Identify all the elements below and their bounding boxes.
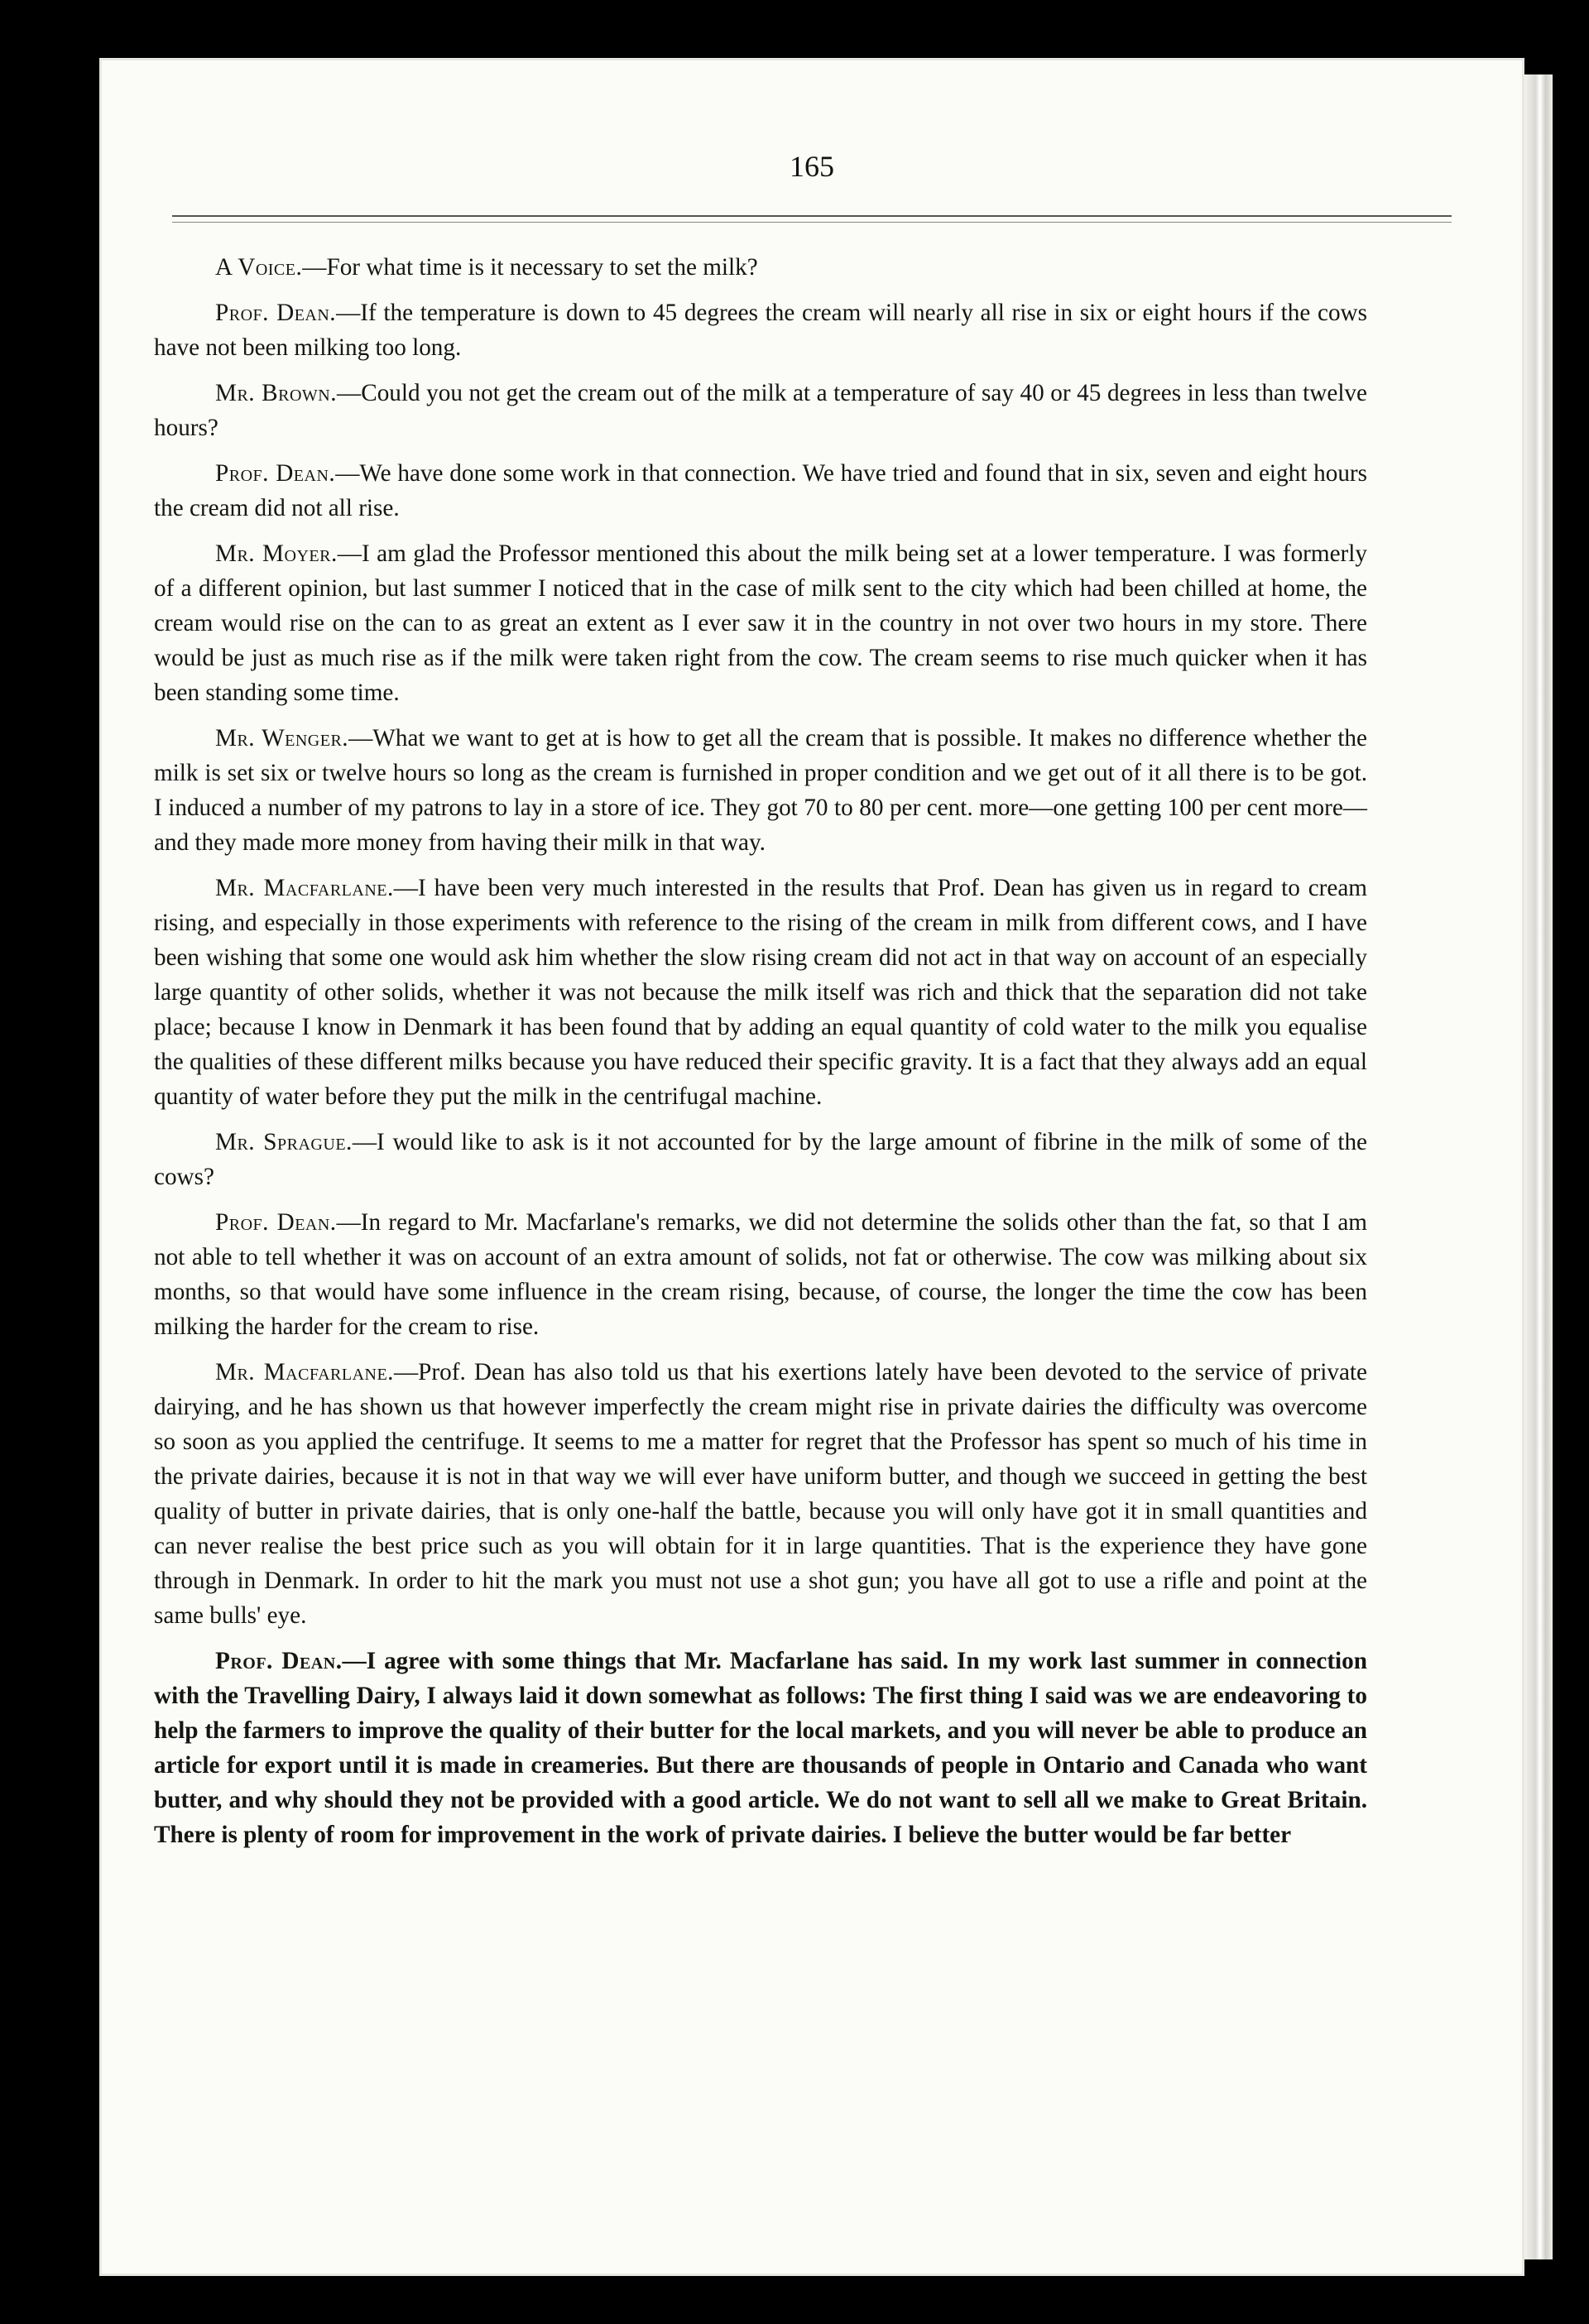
paragraph bbox=[154, 1644, 1367, 1852]
paragraph-text: —I am glad the Professor mentioned this about the milk being set at a lower temperature. I was formerly of a different opinion, but last summer I noticed that in the case of milk sent to the city which had been chilled at home, the cream would rise on the can to as great an extent as I ever saw it in the country in not over two hours in my store. There would be just as much rise as if the milk were taken right from the cow. The cream seems to rise much quicker when it has been standing some time. bbox=[154, 540, 1367, 706]
speaker-name: Prof. Dean. bbox=[215, 460, 336, 487]
page-number: 165 bbox=[790, 150, 834, 183]
paragraph bbox=[154, 295, 1367, 365]
paragraph-text: —If the temperature is down to 45 degrees the cream will nearly all rise in six or eight hours if the cows have not been milking too long. bbox=[154, 300, 1367, 361]
page-body bbox=[154, 250, 1367, 1863]
paragraph bbox=[154, 1355, 1367, 1633]
paragraph-text: —Prof. Dean has also told us that his exertions lately have been devoted to the service of private dairying, and he has shown us that however imperfectly the cream might rise in private dairies the difficulty was overcome so soon as you applied the centrifuge. It seems to me a matter for regret that the Professor has spent so much of his time in the private dairies, because it is not in that way we will ever have uniform butter, and though we succeed in getting the best quality of butter in private dairies, that is only one-half the battle, because you will only have got it in small quantities and can never realise the best price such as you will obtain for it in large quantities. That is the experience they have gone through in Denmark. In order to hit the mark you must not use a shot gun; you have all got to use a rifle and point at the same bulls' eye. bbox=[154, 1359, 1367, 1629]
speaker-name: Mr. Moyer. bbox=[215, 540, 338, 567]
speaker-name: Prof. Dean. bbox=[215, 300, 337, 326]
speaker-name: Mr. Brown. bbox=[215, 380, 338, 406]
paragraph bbox=[154, 536, 1367, 710]
paragraph-text: —I have been very much interested in the results that Prof. Dean has given us in regard to cream rising, and especially in those experiments with reference to the rising of the cream in milk from different cows, and I have been wishing that some one would ask him whether the slow rising cream did not act in that way on account of an especially large quantity of other solids, whether it was not because the milk itself was rich and thick that the separation did not take place; because I know in Denmark it has been found that by adding an equal quantity of cold water to the milk you equalise the qualities of these different milks because you have reduced their specific gravity. It is a fact that they always add an equal quantity of water before they put the milk in the centrifugal machine. bbox=[154, 875, 1367, 1110]
header-rule bbox=[172, 215, 1452, 223]
page-edge bbox=[1524, 74, 1553, 2259]
paragraph-text: —We have done some work in that connection. We have tried and found that in six, seven and eight hours the cream did not all rise. bbox=[154, 460, 1367, 521]
paragraph-text: —Could you not get the cream out of the milk at a temperature of say 40 or 45 degrees in less than twelve hours? bbox=[154, 380, 1367, 441]
speaker-name: Prof. Dean. bbox=[215, 1209, 337, 1236]
speaker-name: Mr. Sprague. bbox=[215, 1129, 353, 1155]
paragraph-text: —In regard to Mr. Macfarlane's remarks, we did not determine the solids other than the fat, so that I am not able to tell whether it was on account of an extra amount of solids, not fat or otherwise. The cow was milking about six months, so that would have some influence in the cream rising, because, of course, the longer the time the cow has been milking the harder for the cream to rise. bbox=[154, 1209, 1367, 1340]
paragraph bbox=[154, 1205, 1367, 1344]
speaker-name: Mr. Macfarlane. bbox=[215, 875, 394, 901]
paragraph bbox=[154, 871, 1367, 1114]
paragraph-text: —I would like to ask is it not accounted for by the large amount of fibrine in the milk of some of the cows? bbox=[154, 1129, 1367, 1190]
speaker-name: A Voice. bbox=[215, 254, 303, 281]
paragraph bbox=[154, 1125, 1367, 1194]
paragraph-text: —For what time is it necessary to set the milk? bbox=[302, 254, 758, 281]
speaker-name: Mr. Wenger. bbox=[215, 725, 349, 751]
paragraph bbox=[154, 721, 1367, 860]
paragraph bbox=[154, 250, 1367, 285]
paragraph-text: —What we want to get at is how to get all the cream that is possible. It makes no difference whether the milk is set six or twelve hours so long as the cream is furnished in proper condition and we get out of it all there is to be got. I induced a number of my patrons to lay in a store of ice. They got 70 to 80 per cent. more—one getting 100 per cent more—and they made more money from having their milk in that way. bbox=[154, 725, 1367, 856]
paragraph bbox=[154, 376, 1367, 445]
paragraph-text: —I agree with some things that Mr. Macfarlane has said. In my work last summer in connection with the Travelling Dairy, I always laid it down somewhat as follows: The first thing I said was we are endeavoring to help the farmers to improve the quality of their butter for the local markets, and you will never be able to produce an article for export until it is made in creameries. But there are thousands of people in Ontario and Canada who want butter, and why should they not be provided with a good article. We do not want to sell all we make to Great Britain. There is plenty of room for improvement in the work of private dairies. I believe the butter would be far better bbox=[154, 1648, 1367, 1848]
scanned-page bbox=[99, 58, 1524, 2276]
speaker-name: Mr. Macfarlane. bbox=[215, 1359, 394, 1385]
speaker-name: Prof. Dean. bbox=[215, 1648, 343, 1674]
paragraph bbox=[154, 456, 1367, 526]
